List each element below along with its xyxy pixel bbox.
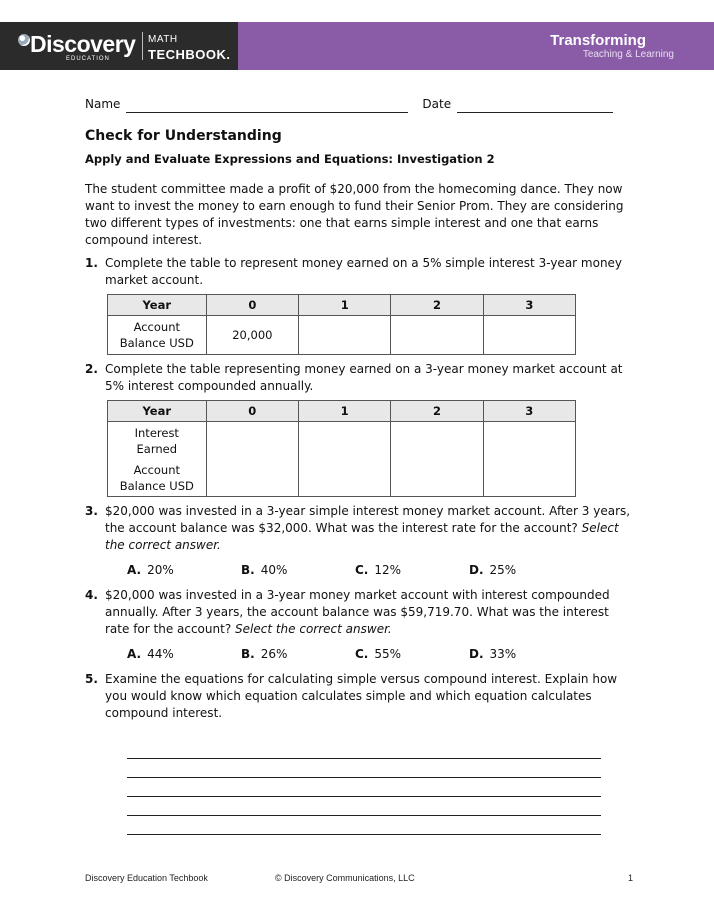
choice-letter: A. (127, 563, 142, 577)
table-header-row (108, 295, 576, 316)
answer-cell[interactable] (483, 316, 575, 355)
answer-choices (127, 646, 633, 663)
tagline-title: Transforming (550, 32, 646, 49)
table-header: 3 (483, 295, 575, 316)
table-row (108, 316, 576, 355)
answer-cell[interactable] (391, 316, 483, 355)
discovery-logo (0, 22, 238, 70)
answer-cell[interactable] (298, 422, 390, 497)
header-banner (0, 22, 714, 70)
choice-value: 44% (147, 647, 174, 661)
answer-cell[interactable] (391, 422, 483, 497)
row-label-line: Interest (134, 426, 179, 440)
choice-letter: D. (469, 563, 484, 577)
table-header-row (108, 401, 576, 422)
choice-letter: C. (355, 563, 369, 577)
table-header: Year (108, 295, 207, 316)
question-number: 2. (85, 362, 98, 376)
date-label: Date (422, 97, 452, 111)
logo-wordmark: Discovery (30, 31, 136, 57)
question-instruction: Select the correct answer. (105, 521, 619, 552)
table-header: 1 (299, 295, 391, 316)
logo-divider (142, 32, 143, 60)
page-number: 1 (627, 873, 633, 883)
table-header: Year (108, 401, 207, 422)
table-row (108, 422, 576, 497)
choice-letter: B. (241, 563, 255, 577)
choice-value: 20% (147, 563, 174, 577)
question-number: 1. (85, 256, 98, 270)
writing-line[interactable] (127, 778, 601, 797)
footer-publication: Discovery Education Techbook (85, 873, 208, 883)
row-label-line: Earned (136, 442, 178, 456)
question-body: $20,000 was invested in a 3-year money market account with interest compounded annually. After 3 years, the account balance was $59,719.70. What was the interest rate for the account? (105, 588, 610, 636)
answer-choice-c[interactable] (355, 562, 469, 579)
choice-value: 33% (489, 647, 517, 661)
name-date-row (85, 95, 633, 113)
writing-line[interactable] (127, 797, 601, 816)
tagline-panel (238, 22, 714, 70)
answer-cell[interactable] (483, 422, 575, 497)
row-label-line: Balance USD (119, 336, 194, 350)
answer-cell[interactable] (206, 422, 298, 497)
logo-techbook: TECHBOOK. (148, 47, 231, 62)
globe-icon (18, 34, 30, 46)
choice-letter: C. (355, 647, 369, 661)
question-number: 5. (85, 672, 98, 686)
logo-math: MATH (148, 34, 178, 45)
question-text: Examine the equations for calculating simple versus compound interest. Explain how you would know which equation calculates simple and which equation calculates compound interest. (105, 672, 618, 720)
choice-value: 26% (260, 647, 288, 661)
writing-line[interactable] (127, 759, 601, 778)
answer-choice-d[interactable] (469, 646, 583, 663)
row-label-line: Account (133, 463, 181, 477)
answer-choices (127, 562, 633, 579)
question-text: Complete the table representing money earned on a 3-year money market account at 5% interest compounded annually. (105, 362, 623, 393)
question-number: 4. (85, 588, 98, 602)
choice-letter: A. (127, 647, 142, 661)
question-body: $20,000 was invested in a 3-year simple interest money market account. After 3 years, the account balance was $32,000. What was the interest rate for the account? (105, 504, 631, 535)
table-header: 2 (391, 401, 483, 422)
page-subtitle: Apply and Evaluate Expressions and Equations: Investigation 2 (85, 152, 495, 166)
table-header: 2 (391, 295, 483, 316)
row-label (108, 422, 207, 497)
table-header: 3 (483, 401, 575, 422)
table-header: 1 (298, 401, 390, 422)
question-4 (85, 587, 633, 638)
answer-choice-a[interactable] (127, 646, 241, 663)
choice-letter: B. (241, 647, 255, 661)
question-text (105, 587, 633, 638)
question-text: Complete the table to represent money earned on a 5% simple interest 3-year money market account. (105, 256, 623, 287)
date-field[interactable] (457, 100, 613, 113)
choice-value: 55% (374, 647, 402, 661)
question-5 (85, 671, 633, 722)
logo-subtext: EDUCATION (66, 56, 110, 62)
question-number: 3. (85, 504, 98, 518)
question-1 (85, 255, 633, 289)
answer-writing-area[interactable] (127, 740, 633, 835)
writing-line[interactable] (127, 740, 601, 759)
choice-value: 40% (260, 563, 288, 577)
name-label: Name (85, 97, 121, 111)
question-3 (85, 503, 633, 554)
question-2 (85, 361, 633, 395)
table-header: 0 (206, 295, 299, 316)
choice-letter: D. (469, 647, 484, 661)
choice-value: 25% (489, 563, 517, 577)
footer-copyright: © Discovery Communications, LLC (275, 873, 415, 883)
answer-choice-d[interactable] (469, 562, 583, 579)
row-label-line: Account (133, 320, 180, 334)
writing-line[interactable] (127, 816, 601, 835)
answer-choice-a[interactable] (127, 562, 241, 579)
question-text (105, 503, 633, 554)
answer-choice-b[interactable] (241, 562, 355, 579)
simple-interest-table (107, 294, 576, 355)
answer-choice-b[interactable] (241, 646, 355, 663)
tagline-subtitle: Teaching & Learning (582, 49, 674, 60)
question-instruction: Select the correct answer. (235, 622, 392, 636)
answer-choice-c[interactable] (355, 646, 469, 663)
page-title: Check for Understanding (85, 128, 282, 144)
name-field[interactable] (126, 100, 408, 113)
row-label-line: Balance USD (119, 479, 194, 493)
choice-value: 12% (374, 563, 402, 577)
table-cell: 20,000 (206, 316, 299, 355)
worksheet-body (85, 95, 633, 835)
table-header: 0 (206, 401, 298, 422)
row-label (108, 316, 207, 355)
compound-interest-table (107, 400, 576, 497)
answer-cell[interactable] (299, 316, 391, 355)
intro-paragraph: The student committee made a profit of $20,000 from the homecoming dance. They now want to invest the money to earn enough to fund their Senior Prom. They are considering two different types of investments: one that earns simple interest and one that earns compound interest. (85, 182, 624, 247)
